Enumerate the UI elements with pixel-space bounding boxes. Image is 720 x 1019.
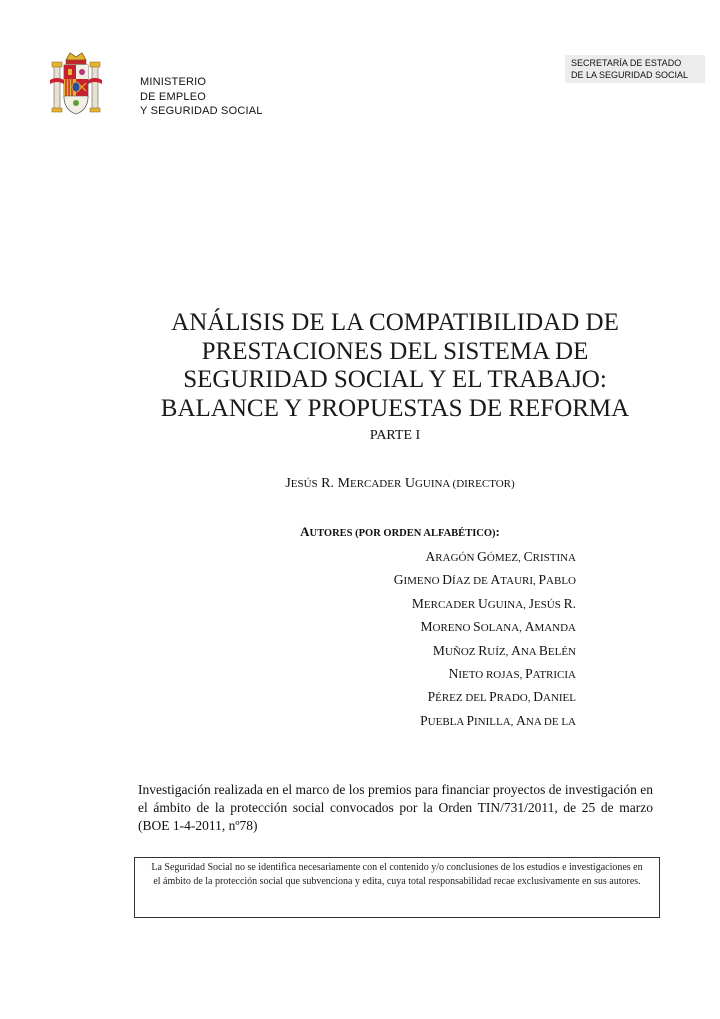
director-initial-2: R. M bbox=[317, 476, 350, 491]
author-list bbox=[300, 545, 576, 732]
research-note: Investigación realizada en el marco de los premios para financiar proyectos de investigación en el ámbito de la protección social convocados por la Orden TIN/731/2011, de 25 de marzo (BOE 1-4-2011, nº78) bbox=[138, 782, 653, 833]
author-sc: ÍAZ DE bbox=[452, 575, 491, 588]
authors-heading-colon: : bbox=[495, 524, 500, 539]
author-cap: A bbox=[425, 549, 436, 564]
author-sc: OLANA, bbox=[480, 622, 525, 635]
author-sc: ATRICIA bbox=[532, 668, 576, 681]
author-sc: RISTINA bbox=[532, 552, 576, 564]
authors-heading-rest: UTORES (POR ORDEN ALFABÉTICO) bbox=[309, 528, 496, 539]
part-label: PARTE I bbox=[369, 428, 421, 443]
author-cap: P bbox=[420, 712, 428, 728]
author-cap: P bbox=[427, 689, 436, 705]
author-cap: M bbox=[420, 619, 433, 635]
secretaria-line-2: DE LA SEGURIDAD SOCIAL bbox=[571, 69, 689, 80]
director-name-3: GUINA bbox=[414, 478, 450, 490]
author-cap: U bbox=[477, 595, 488, 611]
secretaria-header-box bbox=[565, 55, 705, 83]
director-initial-3: U bbox=[401, 476, 415, 491]
title-line-4: BALANCE Y PROPUESTAS DE REFORMA bbox=[160, 394, 630, 422]
author-cap: M bbox=[411, 595, 424, 611]
author-sc: ANIEL bbox=[543, 692, 576, 705]
author-cap: G bbox=[477, 549, 487, 564]
author-sc: NA DE LA bbox=[525, 715, 576, 728]
title-line-2: PRESTACIONES DEL SISTEMA DE bbox=[201, 337, 589, 365]
title-line-1: ANÁLISIS DE LA COMPATIBILIDAD DE bbox=[171, 309, 619, 336]
director-role: (DIRECTOR) bbox=[449, 478, 515, 490]
author-sc: UÍZ, bbox=[487, 645, 512, 658]
author-cap: P bbox=[525, 665, 533, 681]
authors-heading bbox=[230, 524, 570, 540]
director-line bbox=[230, 476, 570, 492]
author-sc: ELÉN bbox=[547, 645, 576, 658]
author-cap: R. bbox=[563, 595, 576, 611]
author-cap: A bbox=[524, 619, 535, 635]
author-item bbox=[300, 662, 576, 685]
spanish-coat-of-arms-icon bbox=[50, 50, 102, 120]
ministry-line-3: Y SEGURIDAD SOCIAL bbox=[140, 105, 263, 117]
author-cap: A bbox=[516, 712, 526, 728]
author-sc: ORENO bbox=[432, 622, 474, 635]
author-item bbox=[300, 592, 576, 615]
author-cap: G bbox=[393, 572, 404, 588]
author-sc: IMENO bbox=[403, 575, 443, 588]
author-item bbox=[300, 639, 576, 662]
author-cap: S bbox=[473, 619, 481, 635]
title-line-3: SEGURIDAD SOCIAL Y EL TRABAJO: bbox=[183, 366, 607, 393]
author-item bbox=[300, 615, 576, 638]
author-cap: P bbox=[538, 572, 547, 588]
author-cap: A bbox=[490, 572, 501, 588]
ministry-line-1: MINISTERIO bbox=[140, 76, 207, 88]
author-sc: ABLO bbox=[546, 575, 576, 588]
author-sc: TAURI, bbox=[500, 575, 539, 588]
ministry-line-2: DE EMPLEO bbox=[140, 90, 206, 103]
secretaria-line-1: SECRETARÍA DE ESTADO bbox=[571, 58, 682, 68]
director-name-1: ESÚS bbox=[290, 478, 318, 490]
author-sc: IETO ROJAS, bbox=[458, 668, 526, 681]
ministry-name bbox=[140, 75, 263, 119]
author-item bbox=[300, 545, 576, 568]
author-cap: C bbox=[523, 549, 533, 564]
document-title bbox=[130, 309, 660, 423]
author-sc: MANDA bbox=[534, 622, 576, 635]
author-cap: D bbox=[442, 572, 453, 588]
author-cap: M bbox=[432, 642, 445, 658]
author-cap: P bbox=[489, 689, 497, 705]
author-sc: ÓMEZ, bbox=[486, 552, 524, 564]
author-sc: ÉREZ DEL bbox=[435, 692, 490, 705]
author-sc: NA bbox=[520, 645, 539, 658]
author-cap: P bbox=[466, 712, 474, 728]
author-cap: R bbox=[478, 642, 488, 658]
author-cap: J bbox=[528, 595, 534, 611]
authors-heading-initial: A bbox=[300, 524, 310, 539]
disclaimer-text: La Seguridad Social no se identifica necesariamente con el contenido y/o conclusiones de los estudios e investigaciones en el ámbito de la protección social que subvenciona y edita, cuya total responsabilidad recae exclusivamente en sus autores. bbox=[151, 862, 643, 887]
author-item bbox=[300, 568, 576, 591]
author-sc: RADO, bbox=[496, 692, 534, 705]
author-sc: ESÚS bbox=[533, 598, 564, 611]
director-initial-1: J bbox=[285, 476, 291, 491]
author-cap: B bbox=[538, 642, 548, 658]
author-cap: N bbox=[448, 665, 459, 681]
author-sc: RAGÓN bbox=[435, 552, 478, 564]
director-name-2: ERCADER bbox=[349, 478, 402, 490]
author-sc: GUINA, bbox=[487, 598, 529, 611]
author-cap: D bbox=[533, 689, 543, 705]
author-cap: A bbox=[511, 642, 521, 658]
author-item bbox=[300, 709, 576, 732]
author-sc: ERCADER bbox=[423, 598, 478, 611]
author-sc: UEBLA bbox=[427, 715, 467, 728]
author-sc: UÑOZ bbox=[444, 645, 479, 658]
author-item bbox=[300, 685, 576, 708]
author-sc: INILLA, bbox=[473, 715, 517, 728]
